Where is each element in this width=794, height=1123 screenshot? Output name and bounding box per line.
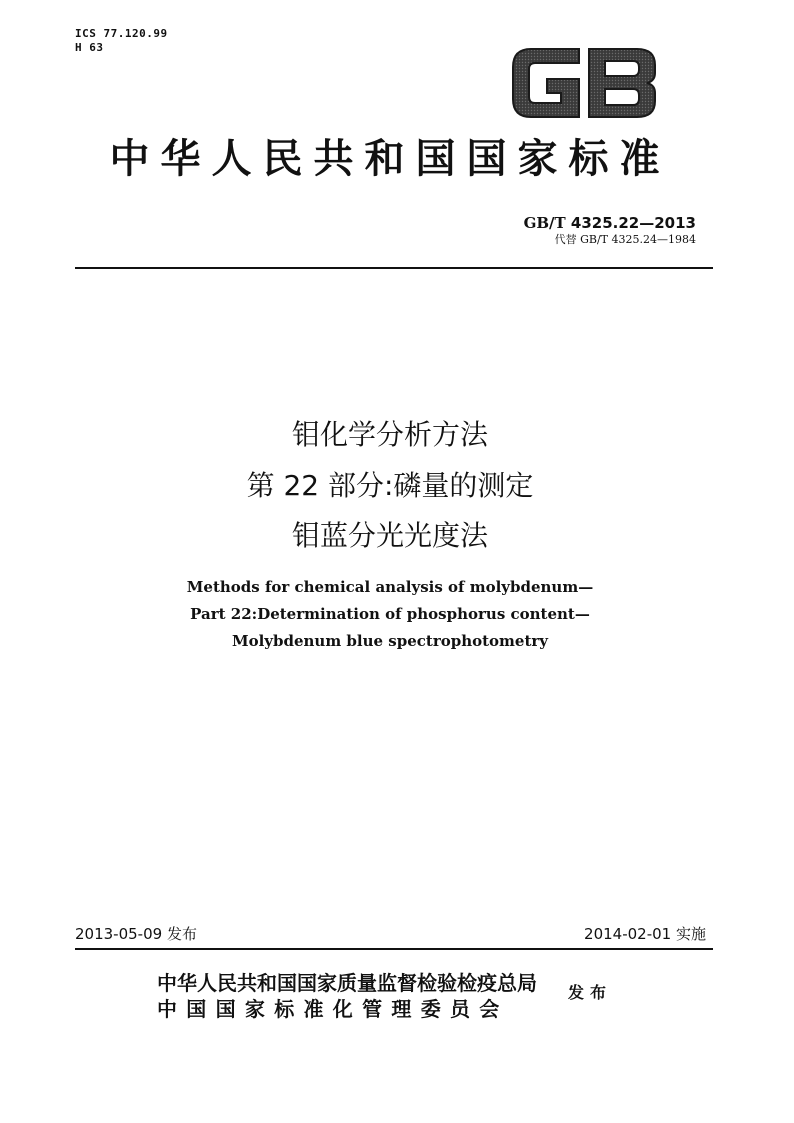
title-cn-line3: 钼蓝分光光度法 bbox=[291, 519, 488, 552]
title-en-line2: Part 22:Determination of phosphorus content— bbox=[190, 605, 590, 623]
title-cn-line1: 钼化学分析方法 bbox=[291, 418, 488, 451]
issuer-aqsiq: 中华人民共和国国家质量监督检验检疫总局 bbox=[157, 971, 537, 995]
gb-logo-icon bbox=[509, 43, 659, 123]
standard-number bbox=[524, 214, 696, 232]
standard-number-prefix: GB/T bbox=[523, 214, 571, 232]
ics-code: ICS 77.120.99 bbox=[75, 27, 168, 40]
title-en-line3: Molybdenum blue spectrophotometry bbox=[231, 632, 549, 650]
standard-header-title: 中华人民共和国国家标准 bbox=[109, 135, 671, 182]
replaces-standard: 代替 GB/T 4325.24—1984 bbox=[554, 233, 696, 246]
header-divider bbox=[75, 267, 713, 269]
title-cn-line2: 第 22 部分:磷量的测定 bbox=[246, 469, 534, 502]
standard-number-value: 4325.22—2013 bbox=[570, 214, 696, 232]
ccs-code: H 63 bbox=[75, 41, 104, 54]
footer-divider bbox=[75, 948, 713, 950]
issuer-sac: 中国国家标准化管理委员会 bbox=[157, 997, 509, 1021]
title-en-line1: Methods for chemical analysis of molybdenum— bbox=[186, 578, 594, 596]
implementation-date: 2014-02-01 实施 bbox=[584, 925, 706, 943]
issue-date: 2013-05-09 发布 bbox=[75, 925, 197, 943]
publish-label: 发布 bbox=[568, 983, 613, 1002]
